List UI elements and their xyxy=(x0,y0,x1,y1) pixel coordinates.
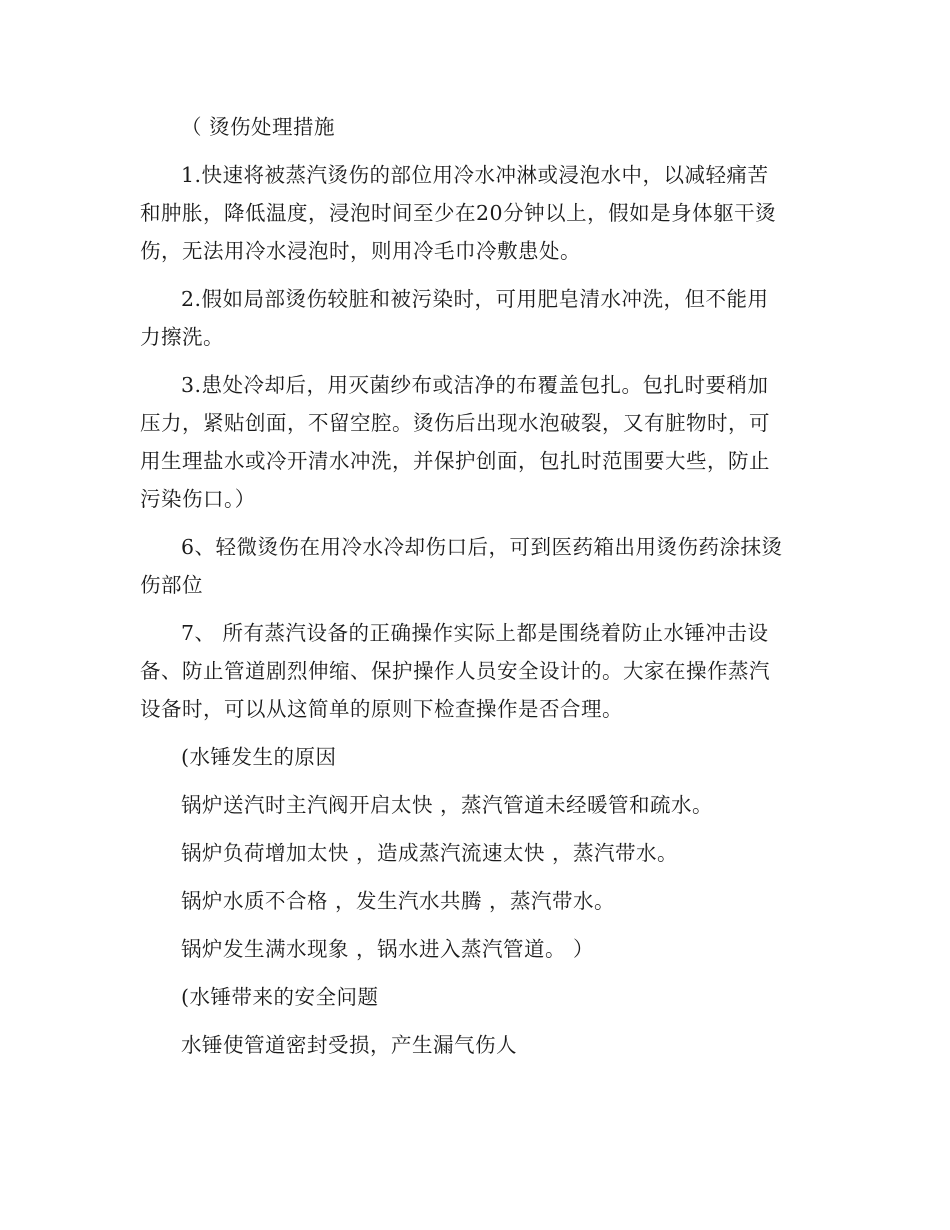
text-line: 伤，无法用冷水浸泡时，则用冷毛巾冷敷患处。 xyxy=(140,239,581,263)
text-line: 7、 所有蒸汽设备的正确操作实际上都是围绕着防止水锤冲击设 xyxy=(181,621,769,645)
cause-item xyxy=(140,786,806,824)
text-line: 2.假如局部烫伤较脏和被污染时，可用肥皂清水冲洗，但不能用 xyxy=(181,287,769,311)
heading-water-hammer-safety xyxy=(140,978,806,1016)
text-line: 锅炉负荷增加太快 ，造成蒸汽流速太快 ，蒸汽带水。 xyxy=(181,841,679,865)
text-line: 力擦洗。 xyxy=(140,325,224,349)
paragraph-step-3 xyxy=(140,366,806,518)
text-line: 锅炉水质不合格 ，发生汽水共腾 ，蒸汽带水。 xyxy=(181,889,616,913)
text-line: 和肿胀，降低温度，浸泡时间至少在20分钟以上，假如是身体躯干烫 xyxy=(140,201,777,225)
paragraph-item-6 xyxy=(140,528,806,604)
text-line: 设备时，可以从这简单的原则下检查操作是否合理。 xyxy=(140,697,623,721)
cause-item xyxy=(140,882,806,920)
text-line: (水锤发生的原因 xyxy=(181,745,337,769)
text-line: 用生理盐水或冷开清水冲洗，并保护创面，包扎时范围要大些，防止 xyxy=(140,449,770,473)
text-line: 锅炉送汽时主汽阀开启太快 ，蒸汽管道未经暖管和疏水。 xyxy=(181,793,714,817)
cause-item xyxy=(140,834,806,872)
paragraph-item-7 xyxy=(140,614,806,728)
text-line: 压力，紧贴创面，不留空腔。烫伤后出现水泡破裂，又有脏物时，可 xyxy=(140,411,770,435)
text-line: 锅炉发生满水现象 ，锅水进入蒸汽管道。 ） xyxy=(181,937,595,961)
text-line: 伤部位 xyxy=(140,573,203,597)
text-line: 3.患处冷却后，用灭菌纱布或洁净的布覆盖包扎。包扎时要稍加 xyxy=(181,373,769,397)
paragraph-step-1 xyxy=(140,156,806,270)
safety-item xyxy=(140,1026,806,1064)
text-line: (水锤带来的安全问题 xyxy=(181,985,379,1009)
paragraph-step-2 xyxy=(140,280,806,356)
heading-burn-treatment xyxy=(140,108,806,146)
text-line: 污染伤口。） xyxy=(140,487,256,511)
text-line: 备、防止管道剧烈伸缩、保护操作人员安全设计的。大家在操作蒸汽 xyxy=(140,659,770,683)
heading-water-hammer-causes xyxy=(140,738,806,776)
text-line: 6、轻微烫伤在用冷水冷却伤口后，可到医药箱出用烫伤药涂抹烫 xyxy=(181,535,783,559)
text-line: 水锤使管道密封受损，产生漏气伤人 xyxy=(181,1033,517,1057)
document-body xyxy=(140,108,806,1064)
cause-item xyxy=(140,930,806,968)
text-line: （ 烫伤处理措施 xyxy=(181,115,336,139)
text-line: 1.快速将被蒸汽烫伤的部位用冷水冲淋或浸泡水中，以减轻痛苦 xyxy=(181,163,769,187)
